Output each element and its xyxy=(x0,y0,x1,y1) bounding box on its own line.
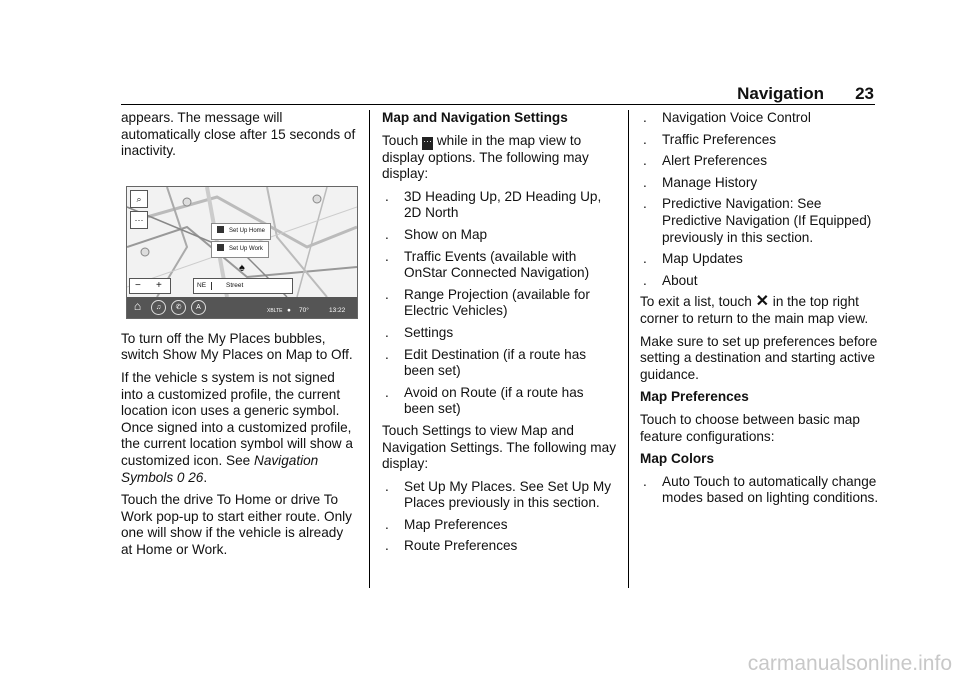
list-item: . Manage History xyxy=(643,174,758,190)
menu-button[interactable] xyxy=(130,211,148,229)
paragraph-preferences: Make sure to set up preferences before setting a destination and starting active guidance. xyxy=(640,333,878,382)
menu-dots-icon: ··· xyxy=(422,137,433,150)
set-up-work-bubble[interactable] xyxy=(211,241,269,258)
list-item: . Set Up My Places. See Set Up My Places previously in this section. xyxy=(385,478,612,511)
search-button[interactable] xyxy=(130,190,148,208)
status-bar xyxy=(127,297,357,318)
paragraph-drive-home: Touch the drive To Home or drive To Work pop-up to start either route. Only one will show if the vehicle is already at Home or Work. xyxy=(121,492,352,557)
list-item: . Map Updates xyxy=(643,251,743,267)
list-item: . Settings xyxy=(385,324,454,340)
map-preferences-heading: Map Preferences xyxy=(640,389,749,405)
paragraph-map-preferences: Touch to choose between basic map feature configurations: xyxy=(640,411,860,444)
section-title: Navigation xyxy=(737,84,824,103)
set-up-home-label: Set Up Home xyxy=(229,227,266,234)
header-rule xyxy=(121,104,875,105)
paragraph-my-places-off: To turn off the My Places bubbles, switch Show My Places on Map to Off. xyxy=(121,330,353,363)
phone-icon[interactable]: ✆ xyxy=(171,300,186,315)
heading-direction: NE xyxy=(197,281,207,289)
navigation-icon[interactable]: A xyxy=(191,300,206,315)
temperature: 70° xyxy=(299,306,309,314)
paragraph-settings: Touch Settings to view Map and Navigation Settings. The following may display: xyxy=(382,422,616,472)
list-item: . Navigation Voice Control xyxy=(643,110,811,125)
set-up-home-bubble[interactable] xyxy=(211,223,271,240)
street-name: Street xyxy=(226,281,244,289)
list-item: . Traffic Preferences xyxy=(643,131,777,147)
home-icon[interactable]: ⌂ xyxy=(133,298,142,313)
column-2 xyxy=(382,110,616,560)
map-colors-heading: Map Colors xyxy=(640,451,715,467)
cross-reference-page: 0 26 xyxy=(176,469,204,485)
column-1 xyxy=(121,110,357,565)
list-item: . Alert Preferences xyxy=(643,153,768,169)
menu-dots-icon: ··· xyxy=(134,214,144,225)
zoom-out-button[interactable]: − xyxy=(135,279,141,291)
location-pin-icon: ● xyxy=(287,306,291,314)
current-location-icon: ♠ xyxy=(239,261,245,274)
list-item: . Avoid on Route (if a route has been set) xyxy=(385,384,584,417)
street-indicator xyxy=(193,278,293,294)
set-up-work-label: Set Up Work xyxy=(229,245,263,252)
list-item: . Show on Map xyxy=(385,226,488,242)
section-heading: Map and Navigation Settings xyxy=(382,110,568,125)
separator xyxy=(211,282,212,290)
signal-indicator: XBLTE xyxy=(267,307,283,314)
list-item: . Predictive Navigation: See Predictive Navigation (If Equipped) previously in this section. xyxy=(643,196,872,245)
paragraph-location-icon: If the vehicle s system is not signed into a customized profile, the current location icon uses a generic symbol. Once signed into a customized profile, the current location symbol will show a customized icon. See Navigation Symbols 0 26. xyxy=(121,369,353,485)
home-icon xyxy=(217,226,224,233)
list-item: . Route Preferences xyxy=(385,538,518,554)
watermark: carmanualsonline.info xyxy=(747,652,952,675)
list-item: . Map Preferences xyxy=(385,516,508,532)
list-item: . Range Projection (available for Electric Vehicles) xyxy=(385,286,590,319)
cross-reference-link[interactable]: Navigation Symbols xyxy=(121,452,319,485)
column-3 xyxy=(640,110,880,512)
list-item: . About xyxy=(643,272,698,288)
map-screenshot xyxy=(126,186,358,319)
list-item: . 3D Heading Up, 2D Heading Up, 2D North xyxy=(385,188,602,221)
column-divider xyxy=(369,110,370,588)
paragraph-touch-menu: Touch ··· while in the map view to display options. The following may display: xyxy=(382,132,589,182)
zoom-control xyxy=(129,278,171,294)
briefcase-icon xyxy=(217,244,224,251)
list-item: . Edit Destination (if a route has been set) xyxy=(385,346,587,379)
music-icon[interactable]: ♫ xyxy=(151,300,166,315)
clock: 13:22 xyxy=(329,306,346,314)
search-icon: ⌕ xyxy=(136,193,142,204)
paragraph-exit-list: To exit a list, touch ✕ in the top right corner to return to the main map view. xyxy=(640,293,869,326)
page-number: 23 xyxy=(855,84,874,103)
paragraph-continuation: appears. The message will automatically close after 15 seconds of inactivity. xyxy=(121,110,356,159)
close-icon: ✕ xyxy=(755,293,770,311)
column-divider xyxy=(628,110,629,588)
list-item: . Traffic Events (available with OnStar Connected Navigation) xyxy=(385,248,590,281)
zoom-in-button[interactable]: + xyxy=(156,279,162,291)
list-item: . Auto Touch to automatically change modes based on lighting conditions. xyxy=(643,473,879,506)
